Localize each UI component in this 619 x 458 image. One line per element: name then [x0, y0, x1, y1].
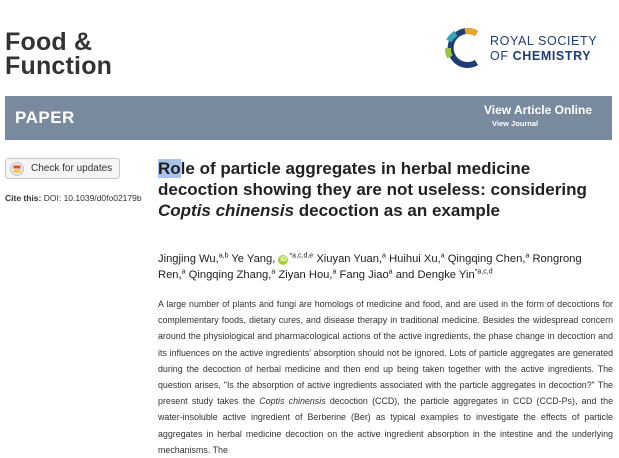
rsc-line2-prefix: OF: [490, 49, 509, 63]
rsc-line2: [490, 49, 597, 64]
title-selection: Ro: [158, 159, 181, 178]
affiliation-sup: a: [332, 268, 337, 276]
affiliation-sup: a: [271, 268, 276, 276]
abstract: [158, 296, 613, 458]
abstract-part-2: decoction (CCD), the particle aggregates in CCD (CCD-Ps), and the water-insoluble active ingredient of Berberine (Ber) as typical examples to investigate the effects of particle aggregates in herbal medicine decoction on the active ingredient absorption in the intestine and the underlying mechanisms. The: [158, 396, 614, 455]
affiliation-sup: a: [181, 268, 186, 276]
author-name[interactable]: Xiuyan Yuan,: [316, 253, 383, 265]
affiliation-sup: a: [525, 252, 530, 260]
author-name[interactable]: Fang Jiao: [339, 269, 389, 281]
journal-title: [5, 30, 112, 78]
author-name[interactable]: Huihui Xu,: [389, 253, 441, 265]
article-title: [158, 158, 598, 221]
view-journal-link[interactable]: View Journal: [492, 119, 539, 128]
affiliation-sup: *a,c,d,e: [289, 252, 314, 260]
author-name[interactable]: Rongrong Ren,: [158, 253, 582, 281]
citation: [5, 193, 142, 203]
author-name[interactable]: Qingqing Zhang,: [188, 269, 272, 281]
title-part-2: decoction as an example: [294, 201, 500, 220]
affiliation-sup: a: [388, 268, 393, 276]
abstract-part-1: A large number of plants and fungi are homologs of medicine and food, and are used in the form of decoctions for complementary foods, dietary cures, and disease therapy in traditional medicine. Besides the widespread concern around the physiological and pharmacological actions of the active ingredients, the phase change in decoction and its influences on the active ingredients' absorption should not be ignored. Lots of particle aggregates are generated during the decoction of herbal medicine and then end up being taken together with the active ingredients. The question arises, "Is the absorption of active ingredients associated with the particle aggregates in decoction?" The present study takes the: [158, 299, 613, 407]
cite-label: Cite this:: [5, 193, 42, 203]
affiliation-sup: a: [440, 252, 445, 260]
abstract-italic: Coptis chinensis: [259, 396, 326, 407]
author-name[interactable]: Ziyan Hou,: [278, 269, 333, 281]
rsc-wordmark: [490, 34, 597, 64]
rsc-line2-strong: CHEMISTRY: [512, 49, 592, 63]
author-name[interactable]: Dengke Yin: [417, 269, 475, 281]
article-type-label: PAPER: [15, 108, 75, 127]
title-part-1: le of particle aggregates in herbal medicine decoction showing they are not useless: considering: [158, 159, 587, 199]
orcid-icon[interactable]: iD: [280, 256, 287, 263]
author-name[interactable]: Jingjing Wu,: [158, 253, 219, 265]
affiliation-sup: a: [382, 252, 386, 260]
crossmark-icon: [10, 162, 24, 176]
journal-title-line2: Function: [5, 52, 113, 80]
doi-link[interactable]: DOI: 10.1039/d0fo02179b: [43, 193, 142, 203]
rsc-logo-icon: [442, 25, 488, 71]
affiliation-sup: a,b: [218, 252, 229, 260]
author-conjunction: and: [395, 269, 415, 281]
author-list: [158, 251, 603, 283]
check-for-updates-label: Check for updates: [31, 163, 113, 174]
journal-title-line1: Food &: [5, 28, 93, 56]
title-italic: Coptis chinensis: [158, 201, 295, 220]
rsc-line1: ROYAL SOCIETY: [490, 34, 598, 48]
affiliation-sup: *a,c,d: [474, 268, 493, 276]
article-type-banner: [5, 96, 612, 140]
view-article-online-link[interactable]: View Article Online: [483, 103, 592, 117]
rsc-logo[interactable]: [442, 25, 617, 75]
author-name[interactable]: Qingqing Chen,: [447, 253, 526, 265]
check-for-updates-button[interactable]: [5, 158, 120, 179]
author-name[interactable]: Ye Yang,: [231, 253, 276, 265]
